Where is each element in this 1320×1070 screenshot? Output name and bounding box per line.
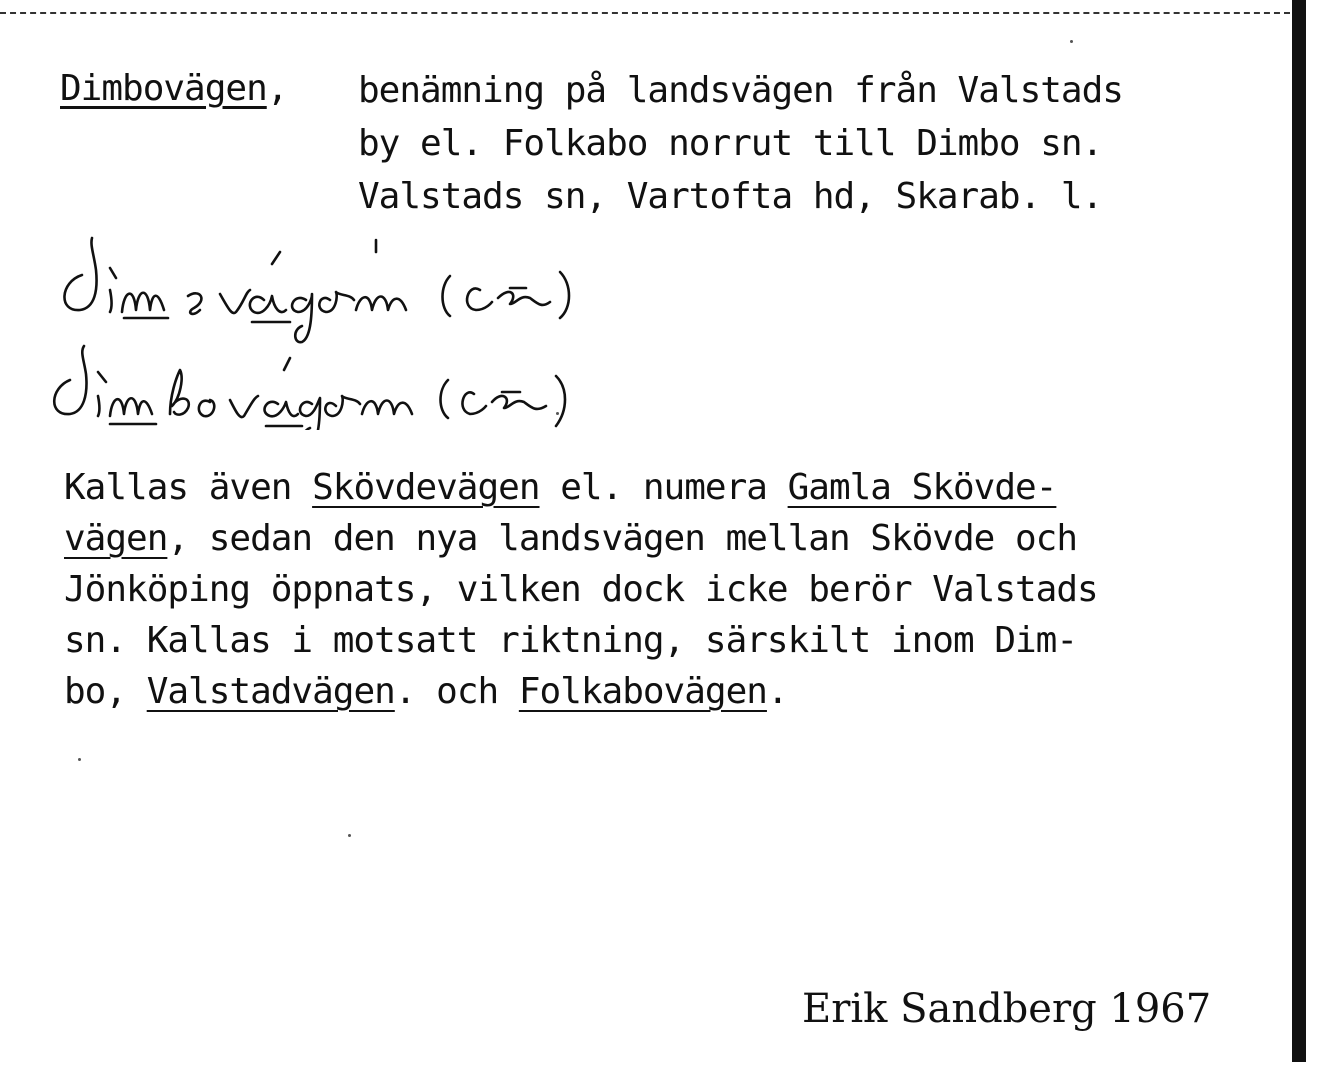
- scan-speck: [78, 758, 81, 761]
- body-line-1: [64, 462, 1299, 513]
- name-valstadvagen: Valstadvägen: [146, 671, 395, 712]
- handwritten-pronunciations: [40, 230, 760, 430]
- handwritten-line-1: [64, 238, 569, 342]
- body-text-segment: Kallas även: [64, 467, 313, 508]
- body-text-segment: , sedan den nya landsvägen mellan Skövde och: [167, 518, 1078, 559]
- scan-speck: [1070, 40, 1073, 43]
- card-top-border: [0, 12, 1290, 14]
- body-line-4: sn. Kallas i motsatt riktning, särskilt inom Dim-: [64, 620, 1078, 661]
- scan-speck: [348, 834, 351, 837]
- body-text-segment: bo,: [64, 671, 147, 712]
- headword: [60, 68, 287, 109]
- body-text-segment: . och: [394, 671, 519, 712]
- name-gamla-skovdevagen: Gamla Skövde-: [787, 467, 1057, 508]
- body-line-5: [64, 666, 1299, 717]
- scan-speck: [556, 412, 559, 415]
- definition-line: benämning på landsvägen från Valstads: [358, 70, 1123, 111]
- body-line-3: Jönköping öppnats, vilken dock icke berör Valstads: [64, 569, 1098, 610]
- signature: Erik Sandberg 1967: [802, 986, 1212, 1032]
- definition-line: by el. Folkabo norrut till Dimbo sn.: [358, 123, 1103, 164]
- name-skovdevagen: Skövdevägen: [312, 467, 540, 508]
- body-text-segment: el. numera: [539, 467, 788, 508]
- body-text-segment: .: [766, 671, 788, 712]
- handwritten-line-2: [54, 346, 565, 430]
- definition-line: Valstads sn, Vartofta hd, Skarab. l.: [358, 176, 1103, 217]
- headword-text: Dimbovägen: [60, 68, 267, 109]
- name-gamla-skovdevagen-cont: vägen: [64, 518, 168, 559]
- name-folkabovagen: Folkabovägen: [518, 671, 767, 712]
- body-text: [64, 462, 1299, 717]
- body-line-2: [64, 513, 1299, 564]
- definition: [358, 64, 1288, 223]
- headword-comma: ,: [266, 68, 288, 109]
